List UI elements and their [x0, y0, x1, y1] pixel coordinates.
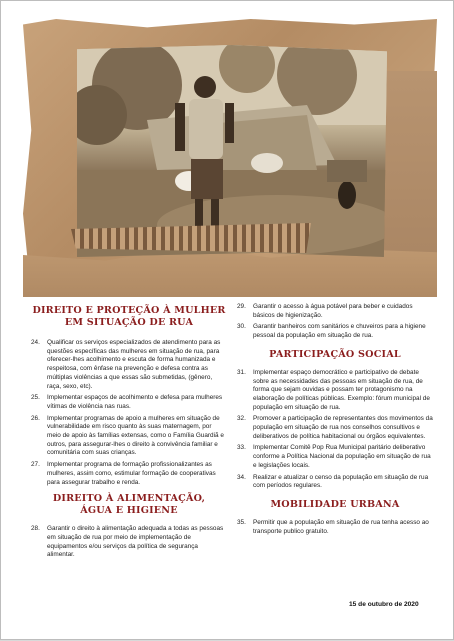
list-item [237, 444, 433, 470]
item-number: 26. [31, 414, 40, 422]
item-text: Implementar programas de apoio a mulheres em situação de vulnerabilidade em risco quanto às suas maternagem, por meio de apoio às famílias extensas, como o Família Guardiã e outros, para assegurar-lhes o direito à convivência familiar e comunitária com suas crianças. [47, 414, 224, 457]
list-item [237, 323, 433, 340]
dog [338, 181, 356, 209]
item-number: 29. [237, 303, 246, 310]
item-number: 24. [31, 339, 40, 346]
item-number: 30. [237, 323, 246, 331]
list-item [31, 525, 227, 560]
alimentacao-list-left [31, 525, 227, 560]
list-item [31, 461, 227, 487]
item-text: Garantir o acesso à água potável para beber e cuidados básicos de higienização. [253, 303, 413, 319]
alimentacao-list-right [237, 303, 433, 341]
item-number: 35. [237, 518, 246, 526]
person-shirt [189, 99, 223, 159]
item-number: 27. [31, 461, 40, 469]
item-number: 25. [31, 394, 40, 402]
list-item [237, 303, 433, 320]
section-title-line: EM SITUAÇÃO DE RUA [64, 317, 194, 328]
list-item [237, 519, 433, 536]
mulher-list [31, 339, 227, 487]
person-head [194, 76, 216, 98]
participacao-list [237, 369, 433, 491]
section-title-line: DIREITO À ALIMENTAÇÃO, [52, 493, 206, 505]
item-text: Garantir banheiros com sanitários e chuveiros para a higiene pessoal da população em situação de rua. [253, 323, 426, 340]
section-title-line: DIREITO E PROTEÇÃO À MULHER [32, 305, 226, 316]
left-column [31, 301, 227, 560]
cart [327, 160, 367, 182]
right-column [237, 301, 433, 608]
item-text: Permitir que a população em situação de rua tenha acesso ao transporte publico gratuito. [253, 518, 429, 535]
section-title-mobilidade: MOBILIDADE URBANA [270, 498, 400, 510]
item-text: Realizar e atualizar o censo da população em situação de rua com períodos regulares. [253, 473, 429, 490]
list-item [31, 394, 227, 411]
list-item [31, 415, 227, 459]
section-title-mulher [31, 305, 227, 329]
item-number: 33. [237, 444, 246, 452]
item-text: Qualificar os serviços especializados de atendimento para as questões específicas das mulheres em situação de rua, para oferecer-lhes acolhimento e escuta de forma humanizada e respeitosa, com ênfase na prevenção e defesa contra as múltiplas violências a que essas são submetidas, (gênero, raça, sexo, etc). [47, 339, 221, 390]
list-item [237, 474, 433, 491]
document-body [1, 301, 454, 641]
item-number: 28. [31, 525, 40, 533]
item-number: 32. [237, 415, 246, 423]
white-sack [251, 153, 283, 173]
item-text: Promover a participação de representantes dos movimentos da população em situação de rua nos conselhos consultivos e deliberativos de política habitacional ou órgãos equivalentes. [253, 415, 433, 440]
document-date: 15 de outubro de 2020 [349, 601, 419, 608]
item-text: Implementar espaços de acolhimento e defesa para mulheres vítimas de violência nas ruas. [47, 394, 223, 410]
item-number: 31. [237, 368, 246, 376]
list-item [31, 339, 227, 391]
item-text: Implementar espaço democrático e participativo de debate sobre as necessidades das pessoas em situação de rua, de forma que sejam ouvidas e possam ter protagonismo na elaboração de políticas públicas. Exemplo: fórum municipal de população em situação de rua. [253, 368, 430, 411]
person-arm-right [225, 103, 234, 143]
person-shorts [191, 159, 223, 199]
person-arm-left [175, 103, 185, 151]
list-item [237, 369, 433, 413]
section-title-alimentacao [31, 493, 227, 517]
section-title-line: ÁGUA E HIGIENE [80, 505, 178, 517]
mobilidade-list [237, 519, 433, 536]
item-number: 34. [237, 473, 246, 481]
item-text: Garantir o direito à alimentação adequada a todas as pessoas em situação de rua por meio de implementação de equipamentos e/ou serviços da política de segurança alimentar. [47, 525, 224, 559]
section-title-participacao: PARTICIPAÇÃO SOCIAL [269, 348, 401, 360]
item-text: Implementar programa de formação profissionalizantes as mulheres, assim como, estimular formação de cooperativas para assegurar trabalho e renda. [47, 461, 216, 486]
item-text: Implementar Comitê Pop Rua Municipal paritário deliberativo conforme a Política Nacional da população em situação de rua e legislações locais. [253, 444, 431, 469]
header-collage [1, 1, 454, 301]
list-item [237, 415, 433, 441]
